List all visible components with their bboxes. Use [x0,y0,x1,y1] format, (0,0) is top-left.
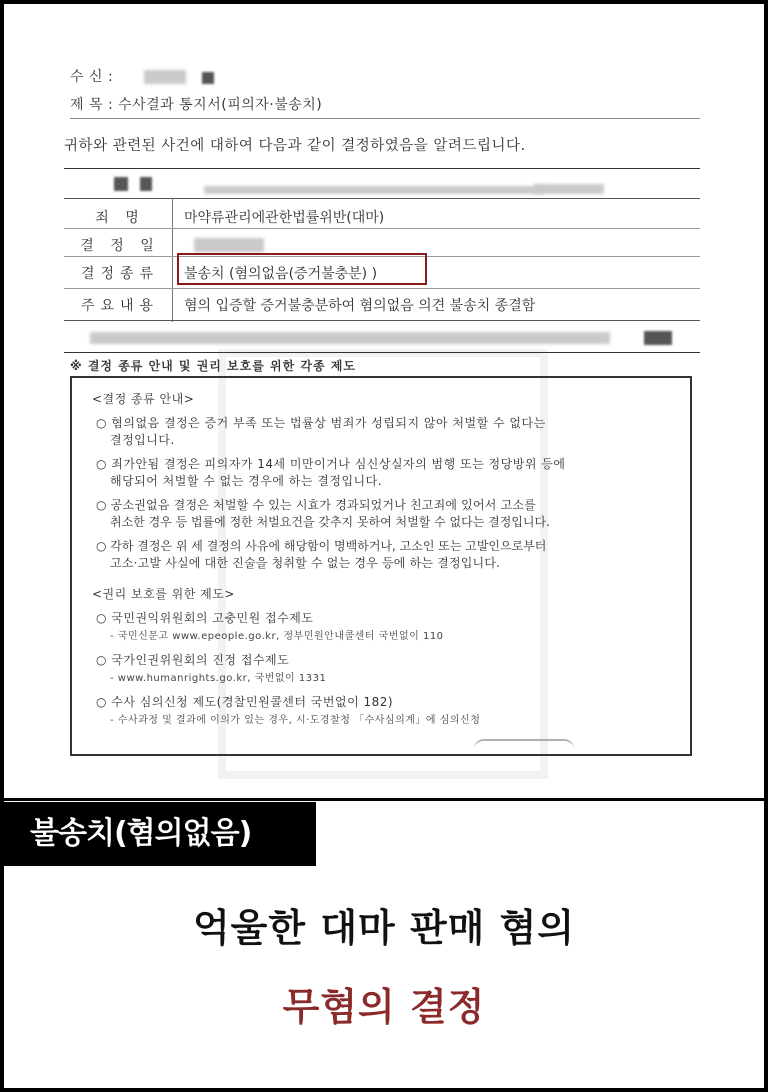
guide-item-line: ○ 혐의없음 결정은 증거 부족 또는 법률상 범죄가 성립되지 않아 처벌할 수 없다는 [96,416,546,430]
section-divider [4,798,764,801]
guide-item-line: - www.humanrights.go.kr, 국번없이 1331 [110,673,327,684]
guide-item-line: - 국민신문고 www.epeople.go.kr, 정부민원안내콜센터 국번없이 110 [110,631,444,642]
guide-item-line: 취소한 경우 등 법률에 정한 처벌요건을 갖추지 못하여 처벌할 수 없다는 결정입니다. [110,515,550,529]
guide-item-line: ○ 죄가안됨 결정은 피의자가 14세 미만이거나 심신상실자의 범행 또는 정당방위 등에 [96,457,566,471]
table-row-border [64,320,700,321]
guide-item-line: ○ 국가인권위원회의 진정 접수제도 [96,653,290,667]
redacted-row [534,184,604,194]
row-label-decision-type: 결정종류 [80,266,160,282]
table-row-border [64,288,700,289]
page-frame [4,4,764,1088]
table-column-divider [172,198,173,322]
intro-text: 귀하와 관련된 사건에 대하여 다음과 같이 결정하였음을 알려드립니다. [64,138,526,154]
row-value-main-content: 혐의 입증할 증거불충분하여 혐의없음 의견 불송치 종결함 [184,298,536,314]
redacted-row [204,186,544,194]
headline-accent: 무혐의 결정 [282,985,486,1029]
guide-item-line: ○ 각하 결정은 위 세 결정의 사유에 해당함이 명백하거나, 고소인 또는 고발인으로부터 [96,539,547,553]
guide-item-line: ○ 수사 심의신청 제도(경찰민원콜센터 국번없이 182) [96,695,394,709]
guide-item-line: ○ 국민권익위원회의 고충민원 접수제도 [96,611,314,625]
redacted-mark [140,177,152,191]
notice-document-image [4,4,764,798]
recipient-label: 수 신 : [70,69,114,85]
guide-item-line: 고소·고발 사실에 대한 진술을 청취할 수 없는 경우 등에 하는 결정입니다. [110,556,501,570]
table-top-border [64,168,700,169]
guide-item-line: ○ 공소권없음 결정은 처벌할 수 있는 시효가 경과되었거나 친고죄에 있어서 고소를 [96,498,536,512]
guide-section1-title: <결정 종류 안내> [92,392,195,406]
table-row-border [64,228,700,229]
guide-item-line: - 수사과정 및 결과에 이의가 있는 경우, 시·도경찰청 「수사심의계」에 심의신청 [110,715,481,726]
result-badge: 불송치(혐의없음) [4,802,316,866]
table-bottom-border [64,352,700,353]
row-label-decision-date: 결 정 일 [80,238,160,254]
redacted-mark [114,177,128,191]
headline-primary: 억울한 대마 판매 혐의 [192,906,576,950]
row-label-main-content: 주요내용 [80,298,160,314]
guide-section2-title: <권리 보호를 위한 제도> [92,587,235,601]
row-value-charge: 마약류관리에관한법률위반(대마) [184,210,385,226]
redacted-recipient [144,70,186,84]
stamp-mark [474,739,574,763]
redacted-mark [644,331,672,345]
redacted-mark [202,72,214,84]
subject-line: 제 목 : 수사결과 통지서(피의자·불송치) [70,97,323,113]
row-label-charge: 죄 명 [95,210,145,226]
table-row-border [64,198,700,199]
guide-item-line: 해당되어 처벌할 수 없는 경우에 하는 결정입니다. [110,474,383,488]
guide-item-line: 결정입니다. [110,433,175,447]
row-value-decision-type: 불송치 (혐의없음(증거불충분) ) [184,266,378,282]
notice-heading: ※ 결정 종류 안내 및 권리 보호를 위한 각종 제도 [70,359,356,373]
redacted-date [194,238,264,252]
redacted-row [90,332,610,344]
subject-underline [70,118,700,119]
highlight-box [177,253,427,285]
